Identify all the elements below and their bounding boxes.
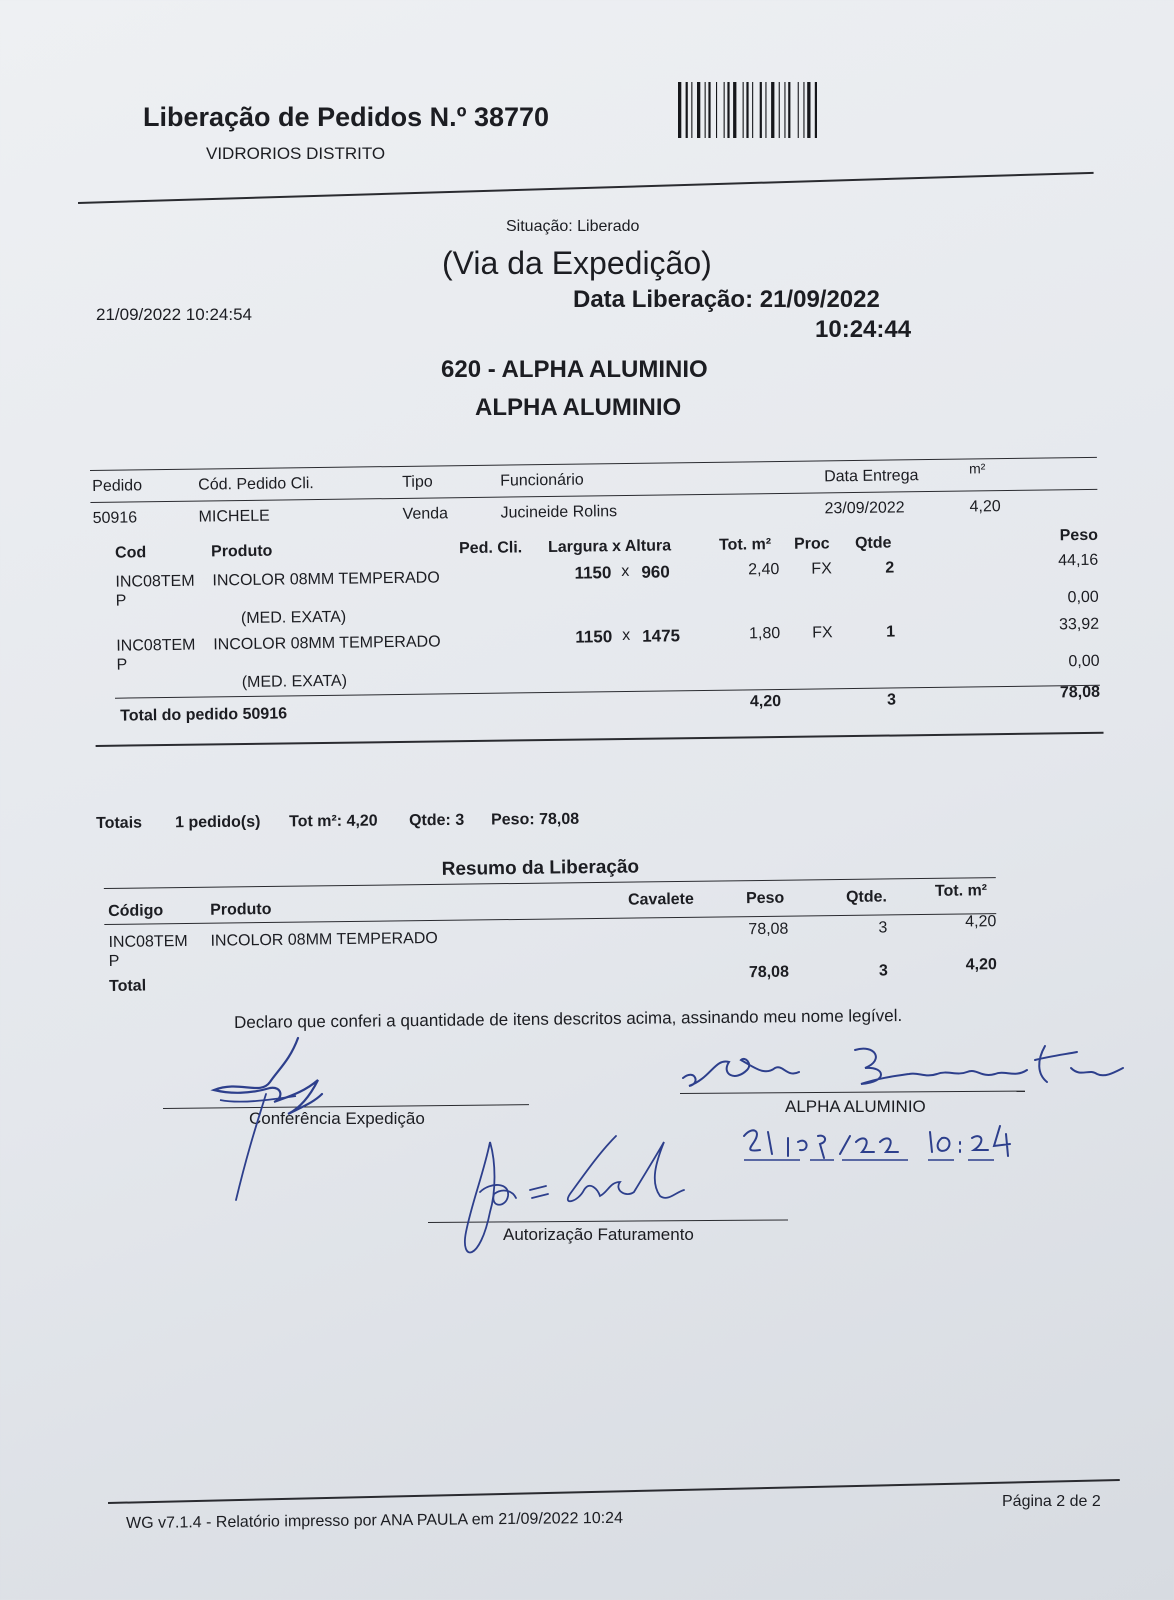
item-x: x [622,626,631,645]
release-date: Data Liberação: 21/09/2022 [573,286,880,313]
order-tipo: Venda [402,505,449,523]
handwritten-date [738,1120,1028,1180]
summary-tot-m2: 4,20 [965,913,997,931]
summary-total-qtde: 3 [878,962,888,980]
col-ped-cli: Ped. Cli. [458,539,523,558]
footer-rule [108,1479,1120,1504]
company-name: VIDRORIOS DISTRITO [206,144,386,163]
item-peso: 33,92 [1058,615,1100,634]
summary-col-codigo: Código [108,902,164,920]
order-total-qtde: 3 [886,691,897,709]
col-funcionario: Funcionário [500,471,584,490]
summary-total-label: Total [108,977,147,995]
col-cod-pedido-cli: Cód. Pedido Cli. [198,475,314,494]
status-text: Situação: Liberado [506,218,640,235]
totals-m2: Tot m²: 4,20 [288,812,378,831]
order-total-label: Total do pedido 50916 [120,705,288,725]
signature-label-conferencia: Conferência Expedição [249,1109,425,1128]
item-peso: 44,16 [1058,551,1099,570]
item-note: (MED. EXATA) [240,608,347,628]
order-m2: 4,20 [969,498,1001,516]
order-cod-pedido-cli: MICHELE [198,507,270,526]
client-name: ALPHA ALUMINIO [475,394,682,421]
totals-pedidos: 1 pedido(s) [174,813,261,832]
item-note: (MED. EXATA) [241,672,348,692]
summary-codigo-cont: P [108,952,120,970]
order-total-m2: 4,20 [749,692,782,711]
item-peso-2: 0,00 [1067,588,1099,607]
summary-title: Resumo da Liberação [441,856,640,880]
summary-col-tot-m2: Tot. m² [934,882,988,900]
item-x: x [621,562,630,581]
signature-client [675,1038,1130,1098]
signature-label-autorizacao: Autorização Faturamento [503,1225,694,1244]
order-pedido: 50916 [92,509,138,527]
summary-col-cavalete: Cavalete [627,890,694,909]
footer-page: Página 2 de 2 [1002,1493,1101,1510]
item-proc: FX [811,560,832,578]
item-qtde: 2 [885,559,895,577]
col-proc: Proc [793,535,830,553]
item-cod: INC08TEM [116,636,196,655]
summary-codigo: INC08TEM [108,932,188,951]
item-cod-cont: P [116,656,128,674]
release-time: 10:24:44 [815,316,912,343]
col-data-entrega: Data Entrega [824,467,919,486]
item-largura: 1150 [575,627,613,647]
order-funcionario: Jucineide Rolins [500,503,618,522]
item-peso-2: 0,00 [1068,652,1100,671]
col-produto: Produto [210,542,273,561]
col-peso: Peso [1059,526,1099,545]
summary-peso: 78,08 [748,920,789,939]
item-produto: INCOLOR 08MM TEMPERADO [212,569,440,590]
order-data-entrega: 23/09/2022 [824,499,905,518]
item-proc: FX [812,624,833,642]
col-pedido: Pedido [92,477,143,495]
item-tot-m2: 2,40 [748,560,780,579]
summary-col-peso: Peso [745,889,785,908]
totals-peso: Peso: 78,08 [490,810,580,829]
summary-col-qtde: Qtde. [845,888,888,906]
via-title: (Via da Expedição) [442,245,712,281]
summary-total-peso: 78,08 [748,963,790,982]
item-cod-cont: P [115,592,127,610]
item-produto: INCOLOR 08MM TEMPERADO [213,633,441,654]
col-largura-altura: Largura x Altura [547,537,672,557]
summary-qtde: 3 [878,919,888,937]
item-cod: INC08TEM [115,572,195,591]
item-tot-m2: 1,80 [748,624,781,643]
col-tot-m2: Tot. m² [718,536,772,554]
signature-label-client: ALPHA ALUMINIO [785,1097,926,1116]
item-altura: 960 [641,562,670,582]
document-title: Liberação de Pedidos N.º 38770 [143,102,550,132]
footer-report: WG v7.1.4 - Relatório impresso por ANA PAULA em 21/09/2022 10:24 [126,1509,624,1532]
item-qtde: 1 [886,623,896,641]
totals-qtde: Qtde: 3 [408,811,465,830]
item-altura: 1475 [642,626,681,646]
item-largura: 1150 [574,563,612,583]
totals-label: Totais [96,814,143,832]
declaration-text: Declaro que conferi a quantidade de itens descritos acima, assinando meu nome legível. [234,1006,903,1032]
summary-col-produto: Produto [210,900,272,919]
summary-produto: INCOLOR 08MM TEMPERADO [210,929,438,950]
col-tipo: Tipo [402,473,433,491]
client-code-name: 620 - ALPHA ALUMINIO [441,356,708,383]
col-qtde: Qtde [854,534,892,552]
summary-total-tot-m2: 4,20 [965,956,997,974]
printed-timestamp: 21/09/2022 10:24:54 [96,305,252,324]
signature-conferencia [200,1030,350,1210]
col-m2: m² [968,460,986,477]
col-cod: Cod [114,544,147,562]
order-total-peso: 78,08 [1059,683,1101,702]
signature-autorizacao [450,1132,690,1272]
